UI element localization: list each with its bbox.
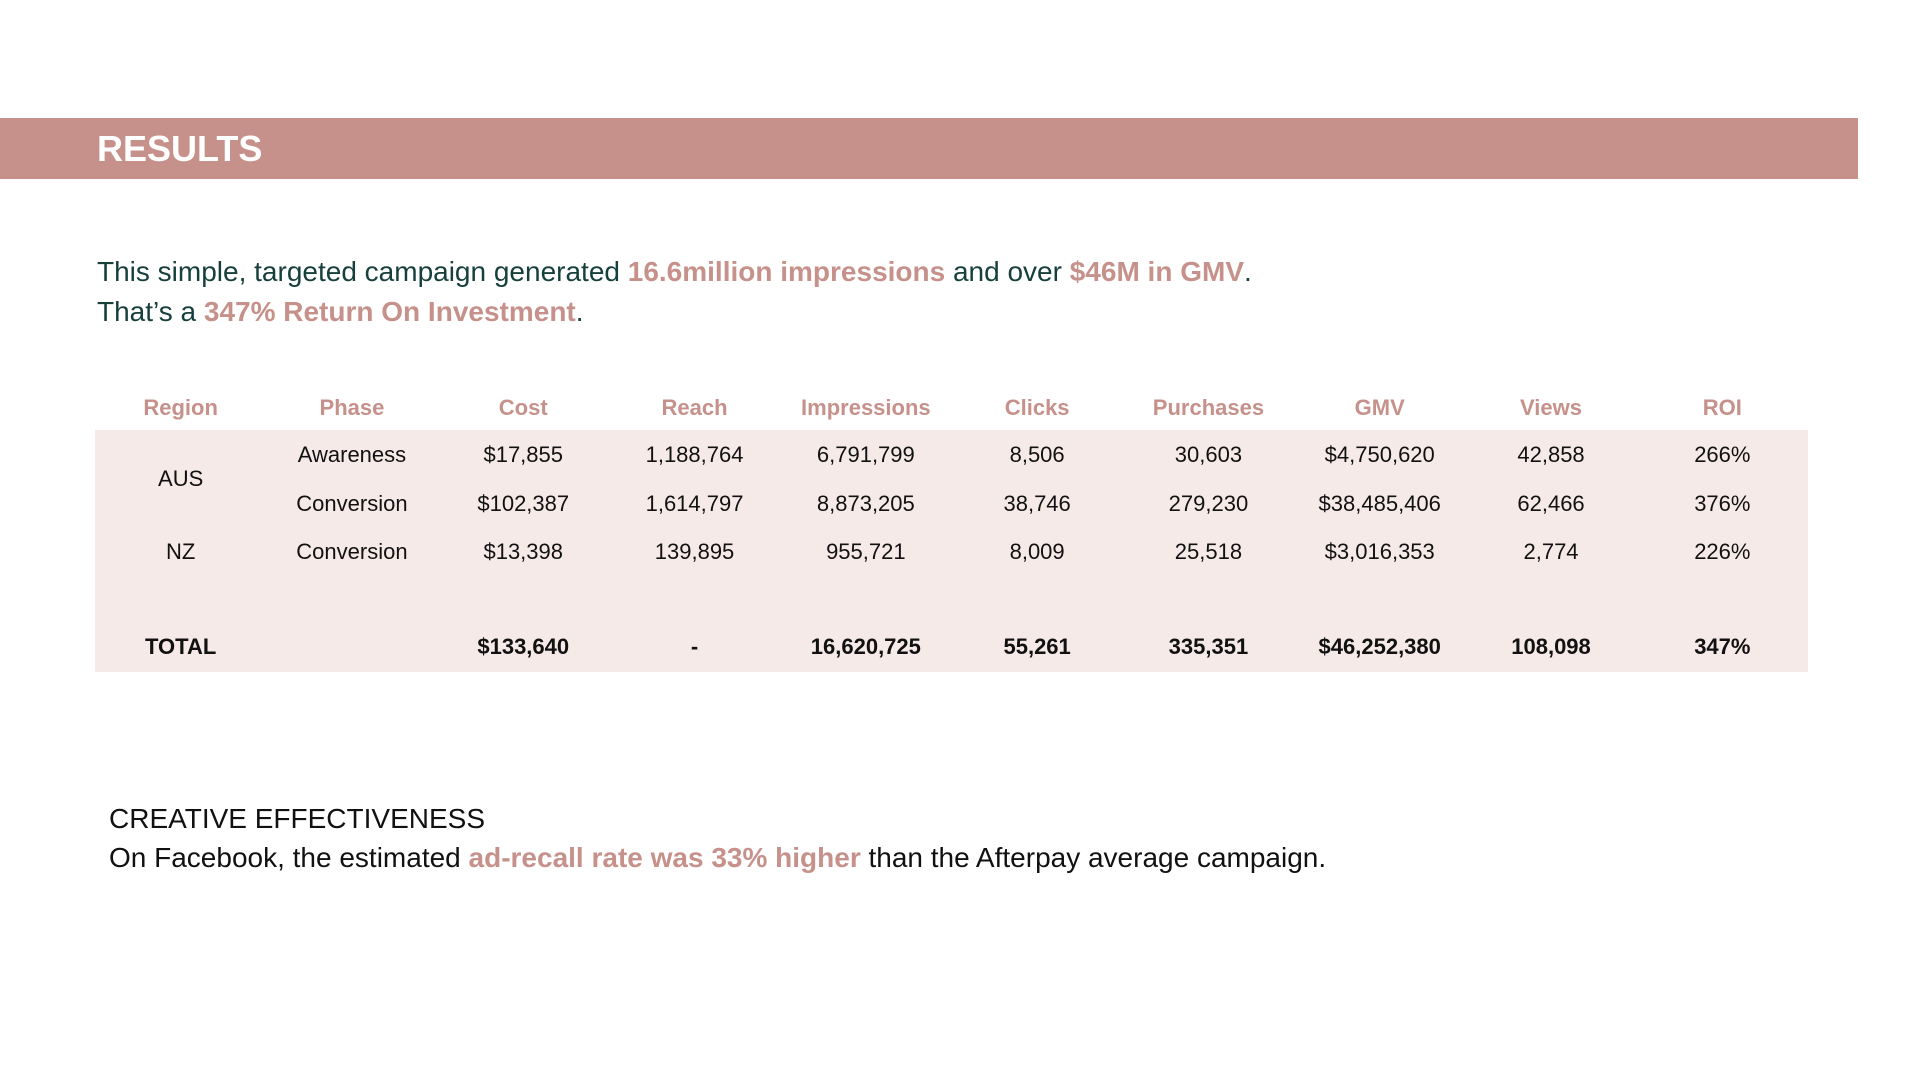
roi-cell: 226% [1694, 539, 1751, 564]
total-cost-cell: $133,640 [477, 634, 570, 659]
creative-effectiveness-text [109, 838, 1326, 878]
table-row [95, 528, 1808, 576]
total-impressions-cell: 16,620,725 [810, 634, 921, 659]
impressions-cell: 8,873,205 [816, 491, 915, 516]
ad-recall-highlight: ad-recall rate was 33% higher [468, 842, 861, 873]
phase-cell: Conversion [296, 491, 408, 516]
gmv-highlight: $46M in GMV [1069, 256, 1244, 287]
reach-cell: 1,188,764 [645, 442, 744, 467]
purchases-cell: 25,518 [1174, 539, 1243, 564]
intro-text: . [575, 296, 584, 327]
views-cell: 42,858 [1517, 442, 1585, 467]
total-phase-cell [266, 622, 437, 672]
gmv-cell: $3,016,353 [1324, 539, 1435, 564]
creative-text-start: On Facebook, the estimated [109, 842, 469, 873]
column-header-purchases: Purchases [1152, 395, 1265, 420]
region-cell: NZ [165, 539, 196, 564]
column-header-cost: Cost [498, 395, 548, 420]
impressions-highlight: 16.6million impressions [627, 256, 946, 287]
roi-cell: 376% [1694, 491, 1751, 516]
views-cell: 62,466 [1517, 491, 1585, 516]
creative-text-end: than the Afterpay average campaign. [860, 842, 1327, 873]
clicks-cell: 38,746 [1003, 491, 1071, 516]
intro-line-2 [97, 292, 1252, 332]
column-header-views: Views [1520, 395, 1583, 420]
cost-cell: $13,398 [483, 539, 563, 564]
intro-text: That’s a [97, 296, 204, 327]
total-clicks-cell: 55,261 [1003, 634, 1071, 659]
purchases-cell: 279,230 [1168, 491, 1249, 516]
column-header-gmv: GMV [1354, 395, 1405, 420]
page-title: RESULTS [97, 128, 263, 169]
spacer-cell [95, 576, 1808, 622]
total-gmv-cell: $46,252,380 [1318, 634, 1441, 659]
total-reach-cell: - [690, 634, 699, 659]
phase-cell: Conversion [296, 539, 408, 564]
clicks-cell: 8,506 [1009, 442, 1065, 467]
clicks-cell: 8,009 [1009, 539, 1065, 564]
impressions-cell: 955,721 [826, 539, 906, 564]
roi-highlight: 347% Return On Investment [203, 296, 576, 327]
results-banner [0, 118, 1858, 179]
phase-cell: Awareness [297, 442, 407, 467]
cost-cell: $17,855 [483, 442, 563, 467]
total-roi-cell: 347% [1694, 634, 1751, 659]
column-header-region: Region [143, 395, 218, 420]
gmv-cell: $38,485,406 [1318, 491, 1441, 516]
intro-text: . [1244, 256, 1252, 287]
intro-summary [97, 252, 1252, 332]
intro-text: This simple, targeted campaign generated [97, 256, 628, 287]
intro-line-1 [97, 252, 1252, 292]
table-header-row [95, 386, 1808, 430]
column-header-clicks: Clicks [1004, 395, 1070, 420]
table-row [95, 480, 1808, 528]
reach-cell: 139,895 [654, 539, 735, 564]
intro-text: and over [945, 256, 1070, 287]
results-table [95, 386, 1808, 672]
table-row [95, 430, 1808, 480]
gmv-cell: $4,750,620 [1324, 442, 1435, 467]
column-header-phase: Phase [319, 395, 385, 420]
table-total-row [95, 622, 1808, 672]
views-cell: 2,774 [1523, 539, 1579, 564]
reach-cell: 1,614,797 [645, 491, 744, 516]
column-header-reach: Reach [661, 395, 728, 420]
creative-effectiveness-heading: CREATIVE EFFECTIVENESS [109, 803, 485, 834]
total-views-cell: 108,098 [1511, 634, 1591, 659]
roi-cell: 266% [1694, 442, 1751, 467]
cost-cell: $102,387 [477, 491, 570, 516]
impressions-cell: 6,791,799 [816, 442, 915, 467]
column-header-roi: ROI [1702, 395, 1742, 420]
region-cell: AUS [158, 466, 204, 491]
purchases-cell: 30,603 [1174, 442, 1243, 467]
column-header-impressions: Impressions [801, 395, 931, 420]
total-purchases-cell: 335,351 [1168, 634, 1249, 659]
table-spacer-row [95, 576, 1808, 622]
total-label-cell: TOTAL [145, 634, 217, 659]
